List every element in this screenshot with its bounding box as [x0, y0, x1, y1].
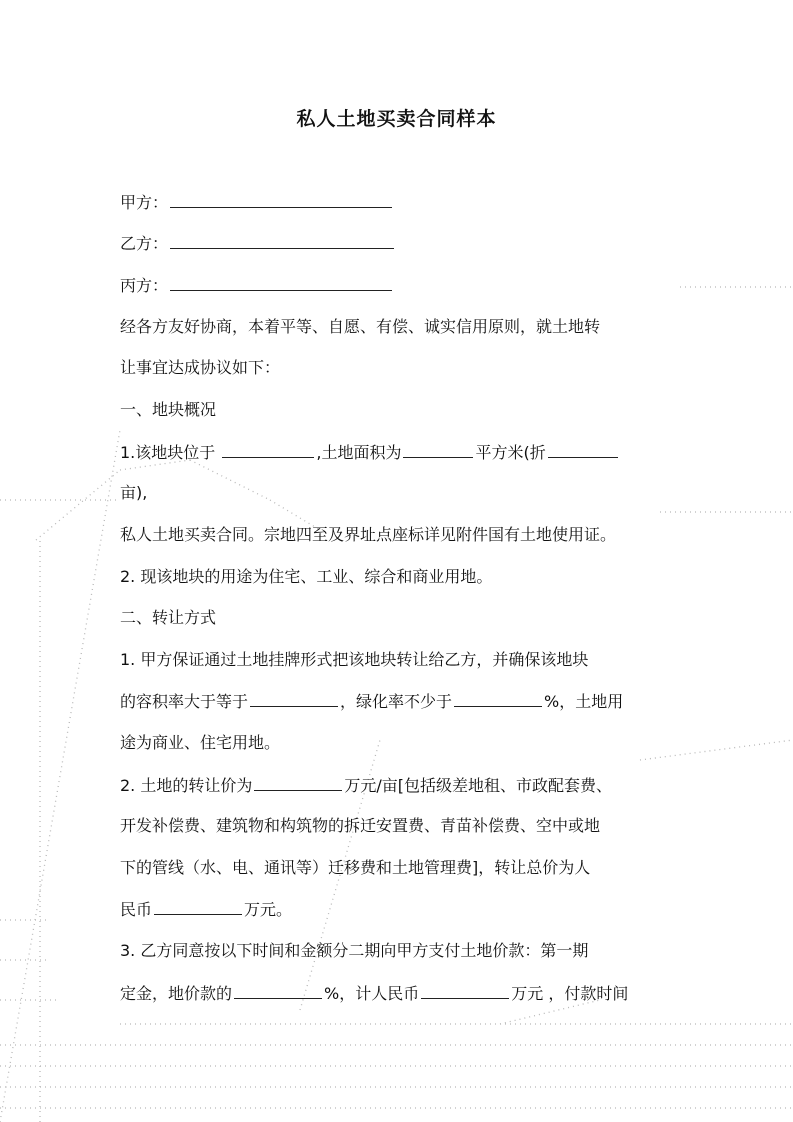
party-c-line — [120, 274, 394, 297]
price-per-mu-blank[interactable] — [254, 774, 342, 791]
payment-time-label: 万元 ，付款时间 — [511, 984, 629, 1003]
section-2-p2-line-2: 开发补偿费、建筑物和构筑物的拆迁安置费、青苗补偿费、空中或地 — [120, 816, 601, 835]
section-2-p2-line-1 — [120, 774, 612, 797]
location-blank[interactable] — [222, 441, 314, 458]
document-title: 私人土地买卖合同样本 — [296, 108, 497, 130]
mu-blank[interactable] — [548, 441, 618, 458]
plot-ratio-blank[interactable] — [250, 690, 338, 707]
section-1-item-1 — [120, 441, 620, 464]
section-2-p1-line-1: 1. 甲方保证通过土地挂牌形式把该地块转让给乙方，并确保该地块 — [120, 650, 589, 669]
price-label: 2. 土地的转让价为 — [120, 776, 253, 795]
price-unit-label: 万元/亩[包括级差地租、市政配套费、 — [344, 776, 612, 795]
section-2-p3-line-1: 3. 乙方同意按以下时间和金额分二期向甲方支付土地价款：第一期 — [120, 941, 589, 960]
intro-line-1: 经各方友好协商，本着平等、自愿、有偿、诚实信用原则，就土地转 — [120, 317, 601, 336]
party-a-line — [120, 191, 394, 214]
deposit-percent-blank[interactable] — [234, 982, 322, 999]
section-2-p2-line-3: 下的管线（水、电、通讯等）迁移费和土地管理费]，转让总价为人 — [120, 858, 591, 877]
party-a-blank[interactable] — [170, 191, 392, 208]
section-1-item-2: 2. 现该地块的用途为住宅、工业、综合和商业用地。 — [120, 567, 493, 586]
section-1-item-1-cont: 亩), — [120, 483, 148, 502]
total-unit-label: 万元。 — [244, 900, 293, 919]
intro-line-2: 让事宜达成协议如下： — [120, 358, 281, 377]
area-blank[interactable] — [403, 441, 473, 458]
green-ratio-blank[interactable] — [454, 690, 542, 707]
item-1-area-label: ,土地面积为 — [316, 443, 402, 462]
deposit-rmb-label: %，计人民币 — [324, 984, 420, 1003]
section-1-heading: 一、地块概况 — [120, 400, 217, 419]
party-c-label: 丙方： — [120, 276, 169, 295]
item-1-unit-label: 平方米(折 — [475, 443, 546, 462]
party-b-blank[interactable] — [170, 232, 394, 249]
party-c-blank[interactable] — [170, 274, 392, 291]
deposit-amount-blank[interactable] — [421, 982, 509, 999]
party-b-label: 乙方： — [120, 234, 169, 253]
green-ratio-label: ，绿化率不少于 — [340, 692, 453, 711]
section-2-p3-line-2 — [120, 982, 628, 1005]
section-2-p1-line-2 — [120, 690, 623, 713]
land-use-label: %，土地用 — [544, 692, 624, 711]
section-2-p1-line-3: 途为商业、住宅用地。 — [120, 733, 281, 752]
plot-ratio-label: 的容积率大于等于 — [120, 692, 249, 711]
deposit-label: 定金，地价款的 — [120, 984, 233, 1003]
party-a-label: 甲方： — [120, 193, 169, 212]
rmb-label: 民币 — [120, 900, 153, 919]
section-2-p2-line-4 — [120, 898, 292, 921]
party-b-line — [120, 232, 396, 255]
total-price-blank[interactable] — [154, 898, 242, 915]
item-1-location-label: 1.该地块位于 — [120, 443, 216, 462]
section-1-item-1-desc: 私人土地买卖合同。宗地四至及界址点座标详见附件国有土地使用证。 — [120, 525, 617, 544]
section-2-heading: 二、转让方式 — [120, 608, 217, 627]
